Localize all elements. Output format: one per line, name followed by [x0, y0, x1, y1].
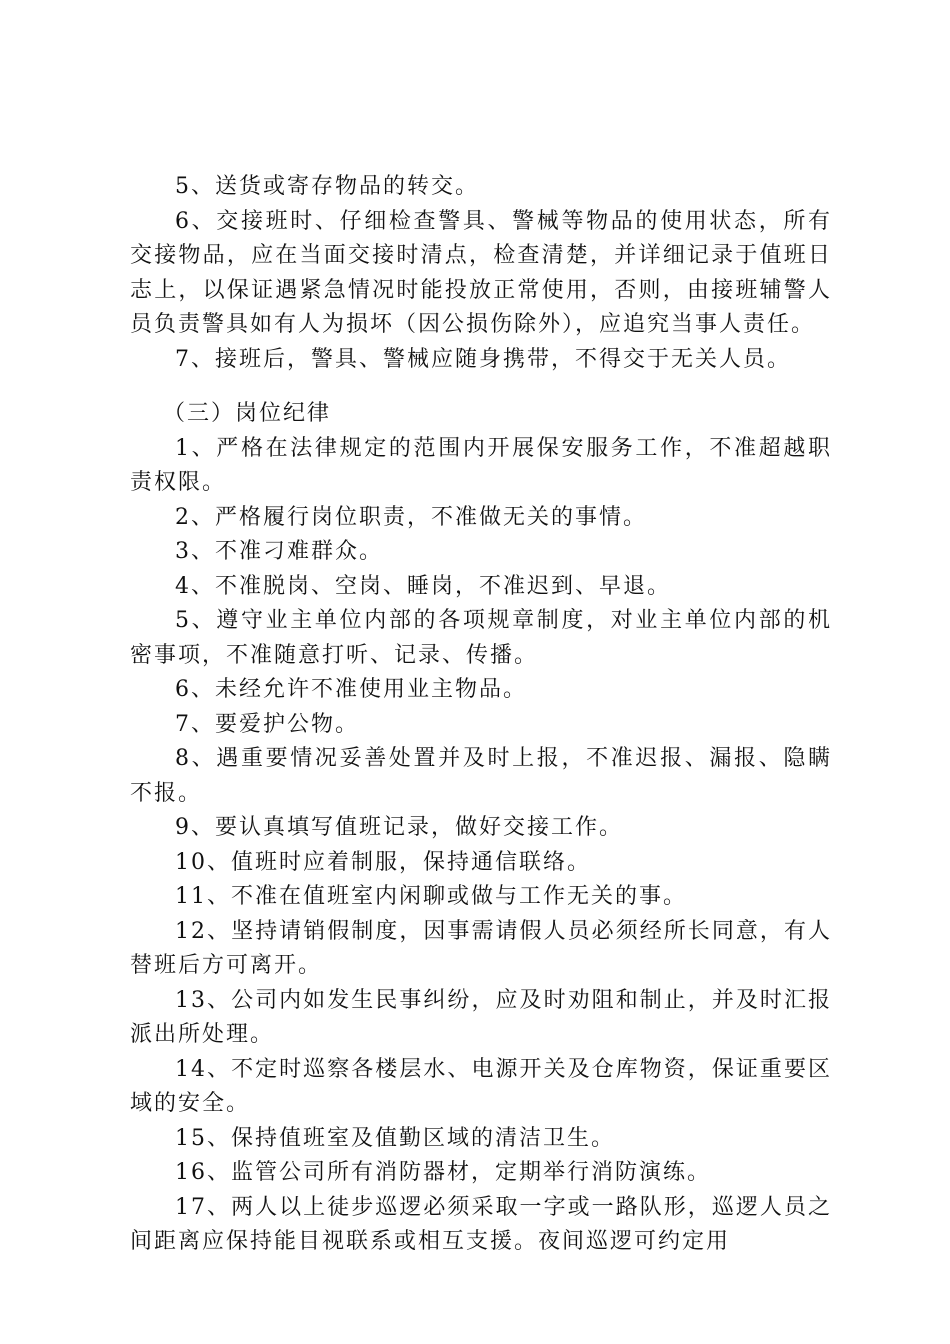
discipline-item-8: 8、遇重要情况妥善处置并及时上报，不准迟报、漏报、隐瞒不报。 — [130, 746, 832, 806]
discipline-item-3: 3、不准刁难群众。 — [175, 539, 383, 564]
discipline-item-17: 17、两人以上徒步巡逻必须采取一字或一路队形，巡逻人员之间距离应保持能目视联系或相互支援。夜间巡逻可约定用 — [130, 1194, 832, 1254]
paragraph-item-5-delivery: 5、送货或寄存物品的转交。 — [175, 174, 479, 199]
discipline-item-6: 6、未经允许不准使用业主物品。 — [175, 677, 527, 702]
discipline-item-16: 16、监管公司所有消防器材，定期举行消防演练。 — [175, 1160, 711, 1185]
discipline-item-14: 14、不定时巡察各楼层水、电源开关及仓库物资，保证重要区域的安全。 — [130, 1056, 832, 1116]
discipline-item-9: 9、要认真填写值班记录，做好交接工作。 — [175, 815, 623, 840]
section-heading: （三）岗位纪律 — [163, 401, 332, 426]
discipline-item-4: 4、不准脱岗、空岗、睡岗，不准迟到、早退。 — [175, 573, 671, 599]
document-body — [130, 170, 832, 1260]
discipline-item-12: 12、坚持请销假制度，因事需请假人员必须经所长同意，有人替班后方可离开。 — [130, 918, 832, 978]
discipline-item-13: 13、公司内如发生民事纠纷，应及时劝阻和制止，并及时汇报派出所处理。 — [130, 987, 832, 1047]
paragraph-item-6-handover: 6、交接班时、仔细检查警具、警械等物品的使用状态，所有交接物品，应在当面交接时清点，检查清楚，并详细记录于值班日志上，以保证遇紧急情况时能投放正常使用，否则，由接班辅警人员负责警具如有人为损坏（因公损伤除外），应追究当事人责任。 — [130, 208, 832, 337]
discipline-item-7: 7、要爱护公物。 — [175, 711, 359, 737]
discipline-item-10: 10、值班时应着制服，保持通信联络。 — [175, 849, 591, 875]
discipline-item-11: 11、不准在值班室内闲聊或做与工作无关的事。 — [175, 884, 687, 909]
discipline-item-1: 1、严格在法律规定的范围内开展保安服务工作，不准超越职责权限。 — [130, 435, 832, 495]
discipline-item-15: 15、保持值班室及值勤区域的清洁卫生。 — [175, 1125, 615, 1151]
discipline-item-5: 5、遵守业主单位内部的各项规章制度，对业主单位内部的机密事项，不准随意打听、记录、传播。 — [130, 608, 832, 668]
discipline-item-2: 2、严格履行岗位职责，不准做无关的事情。 — [175, 504, 647, 530]
paragraph-item-7-after-shift: 7、接班后，警具、警械应随身携带，不得交于无关人员。 — [175, 346, 791, 372]
